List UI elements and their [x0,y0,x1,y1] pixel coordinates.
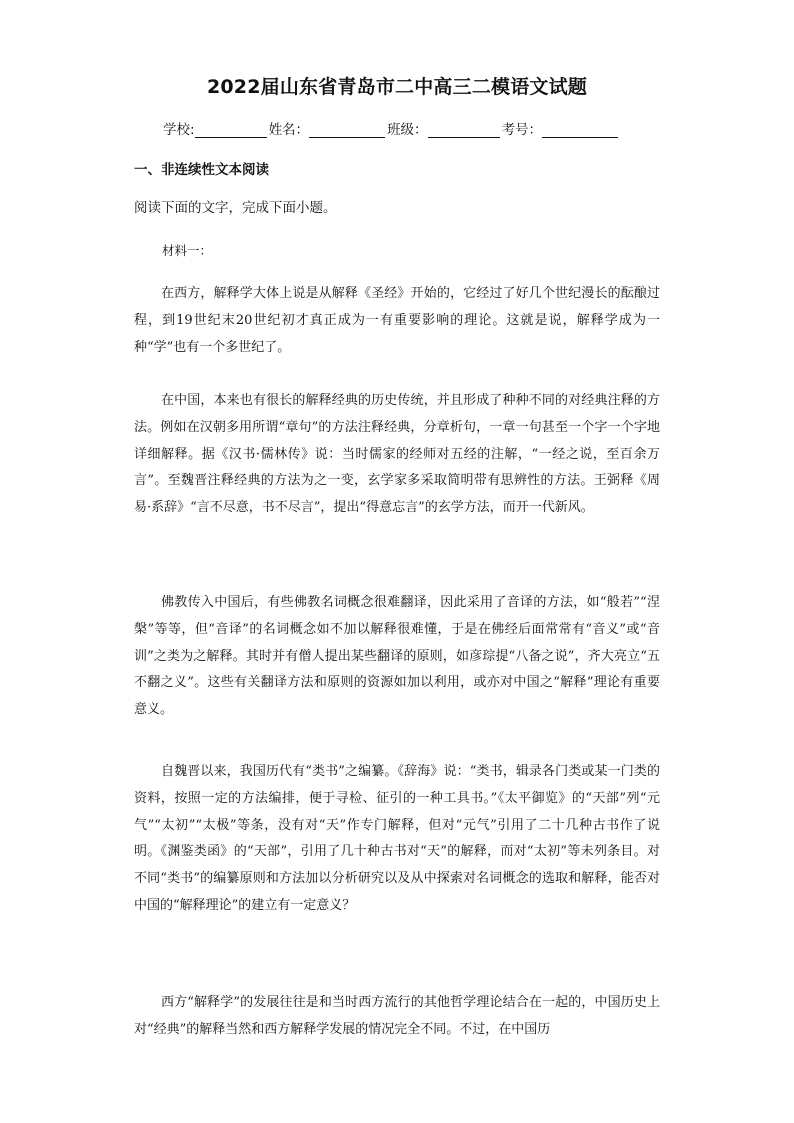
paragraph-2: 在中国，本来也有很长的解释经典的历史传统，并且形成了种种不同的对经典注释的方法。例如在汉朝多用所谓“章句”的方法注释经典，分章析句，一章一句甚至一个字一个字地详细解释。据《汉书·儒林传》说：当时儒家的经师对五经的注解，“一经之说，至百余万言”。至魏晋注释经典的方法为之一变，玄学家多采取简明带有思辨性的方法。王弼释《周易·系辞》“言不尽意，书不尽言”，提出“得意忘言”的玄学方法，而开一代新风。 [134,393,660,516]
reading-instruction: 阅读下面的文字，完成下面小题。 [134,200,337,216]
name-blank[interactable] [309,123,385,138]
name-label: 姓名： [268,122,310,138]
paragraph-1: 在西方，解释学大体上说是从解释《圣经》开始的，它经过了好几个世纪漫长的酝酿过程，到19世纪末20世纪初才真正成为一有重要影响的理论。这就是说，解释学成为一种“学”也有一个多世纪了。 [134,286,660,355]
paragraph-5: 西方“解释学”的发展往往是和当时西方流行的其他哲学理论结合在一起的，中国历史上对“经典”的解释当然和西方解释学发展的情况完全不同。不过，在中国历 [134,995,660,1037]
school-blank[interactable] [195,123,267,138]
exam-number-label: 考号： [501,122,543,138]
paragraph-3: 佛教传入中国后，有些佛教名词概念很难翻译，因此采用了音译的方法，如“般若”“涅槃”等等，但“音译”的名词概念如不加以解释很难懂，于是在佛经后面常常有“音义”或“音训”之类为之解释。其时并有僧人提出某些翻译的原则，如彦琮提“八备之说”，齐大亮立“五不翻之义”。这些有关翻译方法和原则的资源如加以利用，或亦对中国之“解释”理论有重要意义。 [134,595,660,718]
material-label: 材料一： [162,243,213,258]
section-heading: 一、非连续性文本阅读 [134,162,269,178]
class-blank[interactable] [428,123,500,138]
school-label: 学校: [163,122,195,138]
class-label: 班级： [387,122,428,138]
student-info-line [163,118,620,138]
exam-number-blank[interactable] [542,123,618,138]
document-title: 2022届山东省青岛市二中高三二模语文试题 [206,76,588,98]
paragraph-4: 自魏晋以来，我国历代有“类书”之编纂。《辞海》说：“类书，辑录各门类或某一门类的资料，按照一定的方法编排，便于寻检、征引的一种工具书。”《太平御览》的“天部”列“元气”“太初”“太极”等条，没有对“天”作专门解释，但对“元气”引用了二十几种古书作了说明。《渊鉴类函》的“天部”，引用了几十种古书对“天”的解释，而对“太初”等未列条目。对不同“类书”的编纂原则和方法加以分析研究以及从中探索对名词概念的选取和解释，能否对中国的“解释理论”的建立有一定意义？ [134,764,660,913]
